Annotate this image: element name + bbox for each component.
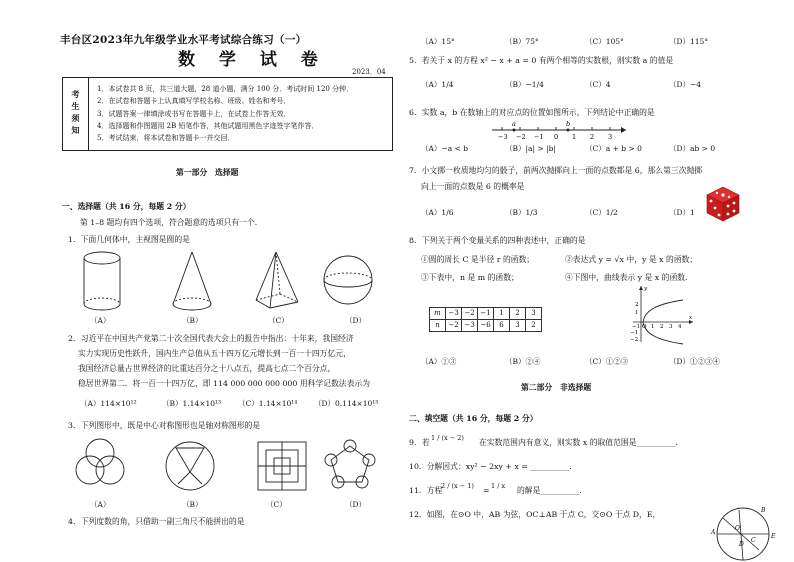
q2-line: 2．习近平在中国共产党第二十次全国代表大会上的报告中指出：十年来，我国经济	[68, 334, 354, 343]
q6-tick-label: −3	[498, 133, 508, 141]
q8-statement: ②表达式 y = √x 中，y 是 x 的函数；	[565, 255, 698, 264]
pyramid-shape	[256, 252, 298, 308]
figure-label: A	[711, 529, 716, 536]
figure-label: D	[739, 541, 744, 548]
notice-item: 1．本试卷共 8 页，共三道大题，28 道小题，满分 100 分．考试时间 120 分钟．	[97, 85, 354, 93]
pentagon-circles-shape	[325, 440, 375, 488]
q11-stem-pre: 11．方程	[409, 486, 443, 495]
q7-option-a[interactable]: （A）1/6	[421, 208, 454, 217]
table-cell: −6	[478, 320, 494, 332]
q4-stem: 4．下列度数的角，只借助一副三角尺不能拼出的是	[68, 517, 245, 526]
q6-option-c[interactable]: （C）a + b > 0	[585, 144, 642, 153]
q4-option-c[interactable]: （C）105°	[585, 37, 624, 46]
part2-title: 第二部分 非选择题	[521, 383, 592, 392]
q11-fraction-right: 1 / x	[491, 482, 506, 490]
q6-tick-label: −2	[516, 133, 526, 141]
q5-option-a[interactable]: （A）1/4	[421, 80, 454, 89]
q8-option-b[interactable]: （B）②④	[505, 357, 541, 366]
graph-tick-label: 2	[660, 324, 664, 330]
q7-line: 7．小文掷一枚质地均匀的骰子，前两次抛掷向上一面的点数都是 6，那么第三次抛掷	[409, 166, 703, 175]
notice-item: 3．试题答案一律填涂或书写在答题卡上，在试卷上作答无效．	[97, 109, 291, 118]
q6-number-line	[492, 118, 632, 142]
figure-label: E	[771, 533, 776, 540]
q8-mn-table	[429, 307, 542, 332]
q9-fraction: 1 / (x − 2)	[431, 434, 464, 442]
q10-stem: 10．分解因式：xy² − 2xy + x = __________．	[409, 462, 578, 471]
table-row	[430, 308, 542, 320]
q8-statement: ①圆的周长 C 是半径 r 的函数；	[421, 255, 535, 264]
notice-side-char: 须	[71, 113, 80, 123]
table-row	[430, 320, 542, 332]
q5-option-c[interactable]: （C）4	[585, 80, 611, 89]
three-circles-shape	[76, 439, 124, 484]
q6-tick-label: 1	[572, 133, 577, 141]
nested-squares-shape	[258, 442, 306, 490]
cylinder-shape	[84, 252, 120, 310]
section1-instruction: 第 1–8 题均有四个选项，符合题意的选项只有一个．	[80, 218, 263, 227]
q3-option-a[interactable]: （A）	[90, 500, 111, 509]
graph-tick-label: −2	[630, 337, 639, 343]
section2-heading: 二、填空题（共 16 分，每题 2 分）	[409, 414, 538, 423]
table-cell: −2	[462, 308, 478, 320]
q8-statement: ③下表中，n 是 m 的函数；	[421, 273, 519, 282]
q6-tick-label: 3	[608, 133, 613, 141]
triangle-circle-shape	[166, 442, 214, 490]
q8-option-a[interactable]: （A）①③	[421, 357, 457, 366]
q3-option-c[interactable]: （C）	[266, 500, 287, 509]
q4-option-a[interactable]: （A）15°	[421, 37, 455, 46]
notice-items	[97, 83, 353, 144]
part1-title: 第一部分 选择题	[176, 168, 239, 177]
notice-item: 4．选择题和作图题用 2B 铅笔作答，其他试题用黑色字迹签字笔作答．	[97, 121, 319, 130]
q5-option-b[interactable]: （B）−1/4	[505, 80, 544, 89]
q3-figures	[70, 436, 380, 496]
notice-side-char: 考	[71, 89, 80, 99]
q3-option-d[interactable]: （D）	[345, 500, 367, 509]
graph-tick-label: 3	[669, 324, 673, 330]
graph-tick-label: −1	[632, 324, 641, 330]
q3-stem: 3．下列图形中，既是中心对称图形也是轴对称图形的是	[68, 421, 261, 430]
exam-subject-title: 数 学 试 卷	[178, 50, 327, 70]
q12-stem: 12．如图，在⊙O 中，AB 为弦，OC⊥AB 于点 C，交⊙O 于点 D，E，	[409, 510, 661, 519]
q2-option-a[interactable]: （A）114×10¹²	[80, 399, 137, 408]
q6-point-b: b	[566, 120, 571, 128]
table-cell: 2	[526, 320, 542, 332]
q1-option-b[interactable]: （B）	[182, 316, 203, 325]
table-cell: 2	[510, 308, 526, 320]
q4-option-d[interactable]: （D）115°	[669, 37, 709, 46]
figure-label: C	[751, 537, 756, 544]
table-cell: 1	[494, 308, 510, 320]
graph-tick-label: 4	[678, 324, 682, 330]
q6-option-d[interactable]: （D）ab > 0	[669, 144, 716, 153]
notice-item: 5．考试结束，将本试卷和答题卡一并交回．	[97, 134, 235, 143]
q2-option-c[interactable]: （C）1.14×10¹⁴	[238, 399, 298, 408]
sphere-shape	[324, 256, 372, 304]
q11-fraction-left: 2 / (x − 1)	[441, 482, 474, 490]
q2-option-d[interactable]: （D）0.114×10¹⁵	[314, 399, 379, 408]
q5-option-d[interactable]: （D）−4	[669, 80, 702, 89]
q6-tick-label: 0	[554, 133, 559, 141]
cone-shape	[173, 252, 211, 310]
q7-option-b[interactable]: （B）1/3	[505, 208, 538, 217]
q7-option-d[interactable]: （D）1	[669, 208, 695, 217]
q1-option-a[interactable]: （A）	[90, 316, 111, 325]
q7-option-c[interactable]: （C）1/2	[585, 208, 618, 217]
figure-label: O	[735, 525, 740, 532]
table-cell: 3	[526, 308, 542, 320]
table-cell: 3	[510, 320, 526, 332]
graph-axis-label: x	[689, 315, 693, 321]
q9-stem-pre: 9．若	[409, 438, 430, 447]
dice-icon	[703, 183, 741, 223]
notice-side-char: 生	[71, 101, 80, 111]
q6-stem: 6．实数 a，b 在数轴上的对应点的位置如图所示，下列结论中正确的是	[409, 108, 655, 117]
exam-date: 2023．04	[352, 68, 386, 76]
table-cell: −2	[446, 320, 462, 332]
notice-side-char: 知	[71, 125, 80, 135]
q6-option-b[interactable]: （B）|a| > |b|	[505, 144, 556, 153]
candidate-notice-box	[62, 77, 393, 151]
q5-stem: 5．若关于 x 的方程 x² − x + a = 0 有两个相等的实数根，则实数 a 的值是	[409, 56, 674, 65]
graph-tick-label: 1	[635, 310, 639, 316]
exam-school-title: 丰台区2023年九年级学业水平考试综合练习（一）	[60, 34, 307, 46]
q8-option-d[interactable]: （D）①②③④	[669, 357, 721, 366]
q8-curve-graph	[627, 284, 697, 344]
q12-circle-figure	[695, 500, 787, 560]
table-cell: n	[430, 320, 446, 332]
graph-tick-label: 1	[651, 324, 655, 330]
table-cell: m	[430, 308, 446, 320]
graph-tick-label: −1	[630, 330, 639, 336]
q6-point-a: a	[512, 120, 516, 128]
q1-option-d[interactable]: （D）	[345, 316, 367, 325]
q6-option-a[interactable]: （A）−a < b	[421, 144, 469, 153]
q6-tick-label: −1	[534, 133, 544, 141]
q2-line: 我国经济总量占世界经济的比重达百分之十八点五，提高七点二个百分点，	[78, 364, 336, 373]
q9-stem-post: 在实数范围内有意义，则实数 x 的取值范围是__________．	[479, 438, 684, 447]
notice-side-label	[63, 78, 89, 150]
figure-label: B	[761, 507, 766, 514]
q8-option-c[interactable]: （C）①②③	[585, 357, 629, 366]
q2-line: 稳居世界第二．将一百一十四万亿，即 114 000 000 000 000 用科学记数法表示为	[78, 379, 370, 388]
q11-stem-post: 的解是__________．	[517, 486, 588, 495]
q8-stem: 8．下列关于两个变量关系的四种表述中，正确的是	[409, 236, 586, 245]
notice-item: 2．在试卷和答题卡上认真填写学校名称、班级、姓名和考号．	[97, 97, 291, 106]
q1-option-c[interactable]: （C）	[268, 316, 289, 325]
q8-statement: ④下图中，曲线表示 y 是 x 的函数．	[565, 273, 693, 282]
q3-option-b[interactable]: （B）	[182, 500, 203, 509]
graph-axis-label: y	[644, 286, 648, 292]
q2-line: 实力实现历史性跃升，国内生产总值从五十四万亿元增长到一百一十四万亿元，	[78, 349, 351, 358]
q1-solids-figure	[80, 250, 380, 312]
q2-option-b[interactable]: （B）1.14×10¹³	[162, 399, 222, 408]
q4-option-b[interactable]: （B）75°	[505, 37, 539, 46]
table-cell: 6	[494, 320, 510, 332]
table-cell: −1	[478, 308, 494, 320]
q1-stem: 1．下面几何体中，主视图是圆的是	[68, 235, 190, 244]
graph-tick-label: 2	[635, 302, 639, 308]
section1-heading: 一、选择题（共 16 分，每题 2 分）	[62, 202, 191, 211]
graph-tick-label: O	[642, 324, 647, 330]
table-cell: −3	[446, 308, 462, 320]
q7-line: 向上一面的点数是 6 的概率是	[421, 182, 525, 191]
table-cell: −3	[462, 320, 478, 332]
q6-tick-label: 2	[590, 133, 595, 141]
